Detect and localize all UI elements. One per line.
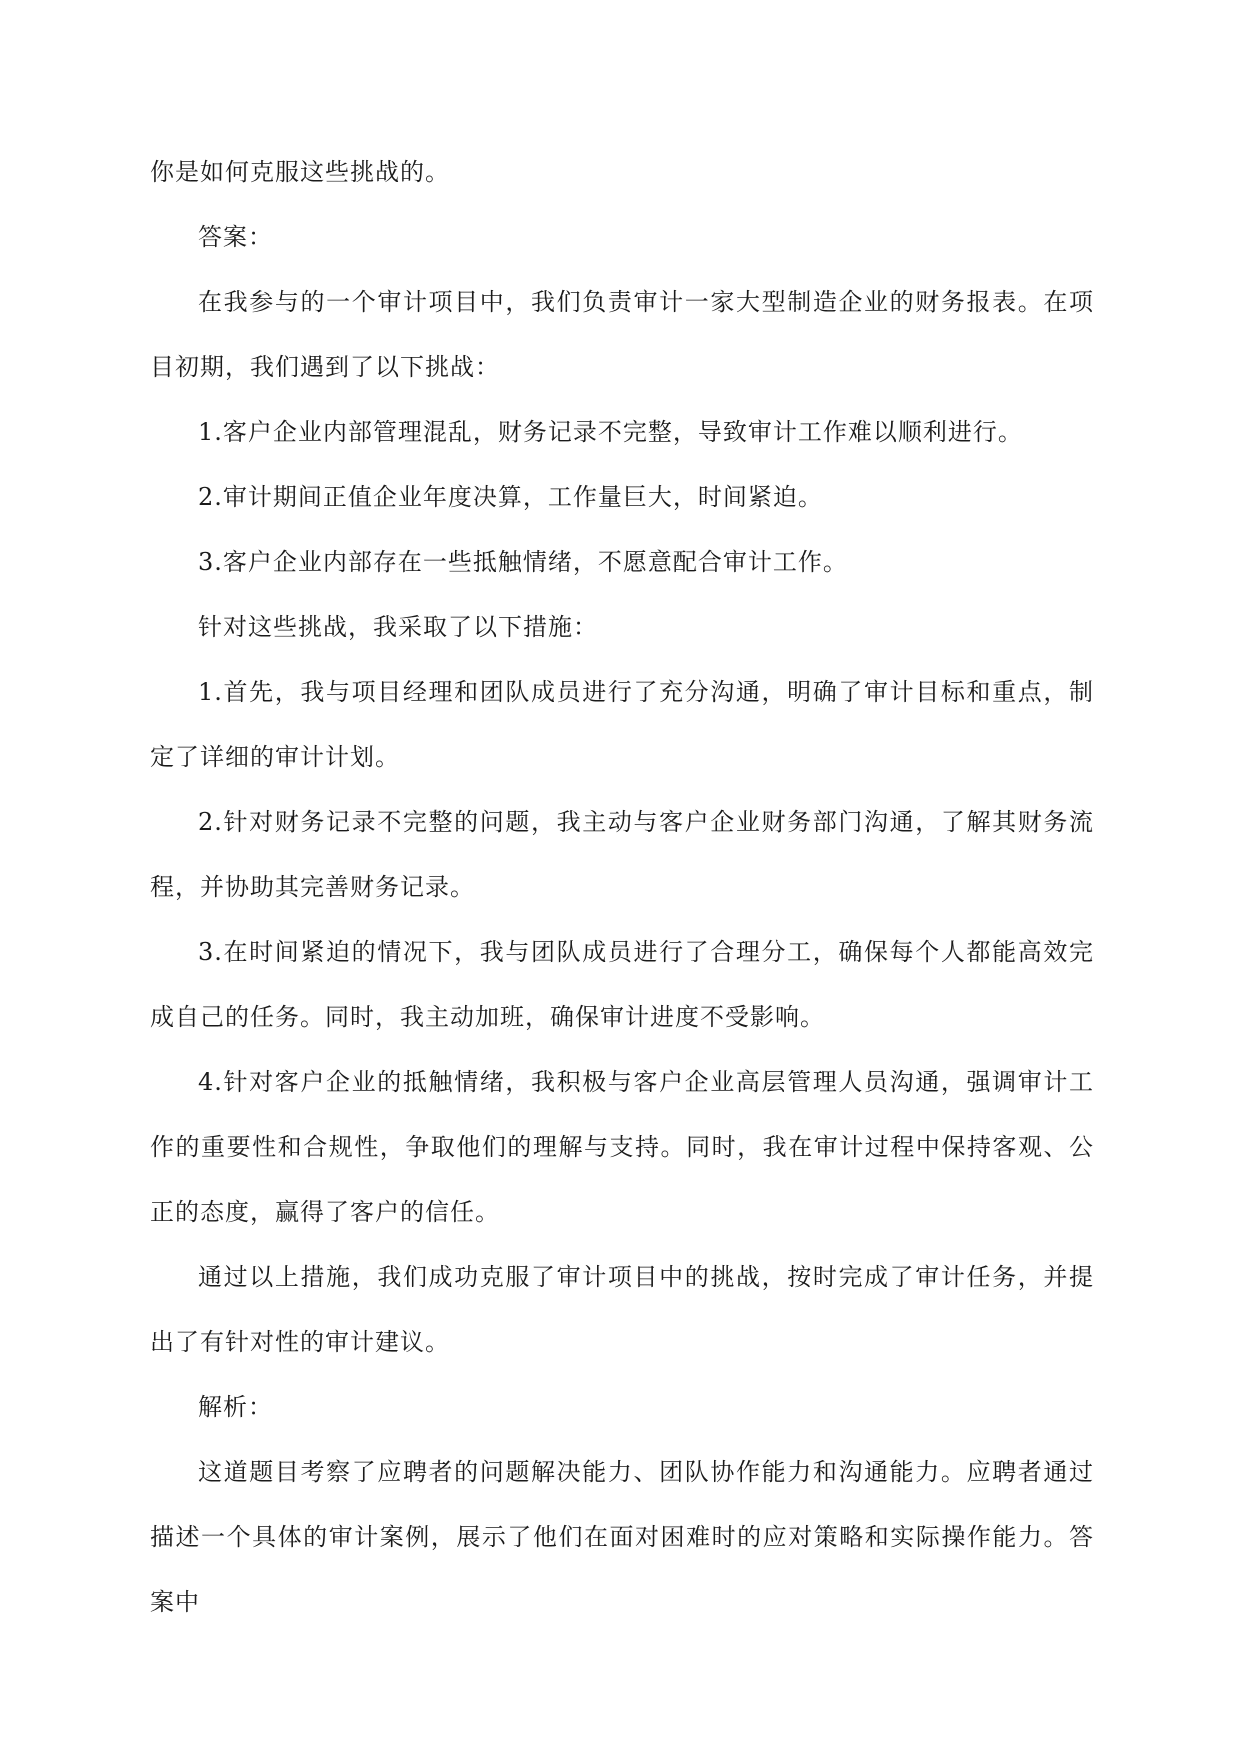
paragraph-analysis: 这道题目考察了应聘者的问题解决能力、团队协作能力和沟通能力。应聘者通过描述一个具体的审计案例，展示了他们在面对困难时的应对策略和实际操作能力。答案中	[150, 1458, 1094, 1616]
paragraph-measures-intro: 针对这些挑战，我采取了以下措施：	[198, 613, 598, 641]
document-body	[150, 140, 1094, 1635]
paragraph-measure-2: 2.针对财务记录不完整的问题，我主动与客户企业财务部门沟通，了解其财务流程，并协助其完善财务记录。	[150, 808, 1094, 901]
paragraph-challenge-2: 2.审计期间正值企业年度决算，工作量巨大，时间紧迫。	[198, 483, 823, 511]
paragraph-challenge-3: 3.客户企业内部存在一些抵触情绪，不愿意配合审计工作。	[198, 548, 848, 576]
paragraph-measure-4: 4.针对客户企业的抵触情绪，我积极与客户企业高层管理人员沟通，强调审计工作的重要性和合规性，争取他们的理解与支持。同时，我在审计过程中保持客观、公正的态度，赢得了客户的信任。	[150, 1068, 1094, 1226]
paragraph-measure-1: 1.首先，我与项目经理和团队成员进行了充分沟通，明确了审计目标和重点，制定了详细的审计计划。	[150, 678, 1094, 771]
paragraph-challenge-1: 1.客户企业内部管理混乱，财务记录不完整，导致审计工作难以顺利进行。	[198, 418, 1023, 446]
paragraph-question-end: 你是如何克服这些挑战的。	[150, 158, 450, 186]
paragraph-answer-heading: 答案：	[198, 223, 273, 251]
paragraph-analysis-heading: 解析：	[198, 1393, 273, 1421]
paragraph-measure-3: 3.在时间紧迫的情况下，我与团队成员进行了合理分工，确保每个人都能高效完成自己的任务。同时，我主动加班，确保审计进度不受影响。	[150, 938, 1094, 1031]
paragraph-conclusion: 通过以上措施，我们成功克服了审计项目中的挑战，按时完成了审计任务，并提出了有针对性的审计建议。	[150, 1263, 1094, 1356]
paragraph-answer-intro: 在我参与的一个审计项目中，我们负责审计一家大型制造企业的财务报表。在项目初期，我们遇到了以下挑战：	[150, 288, 1094, 381]
